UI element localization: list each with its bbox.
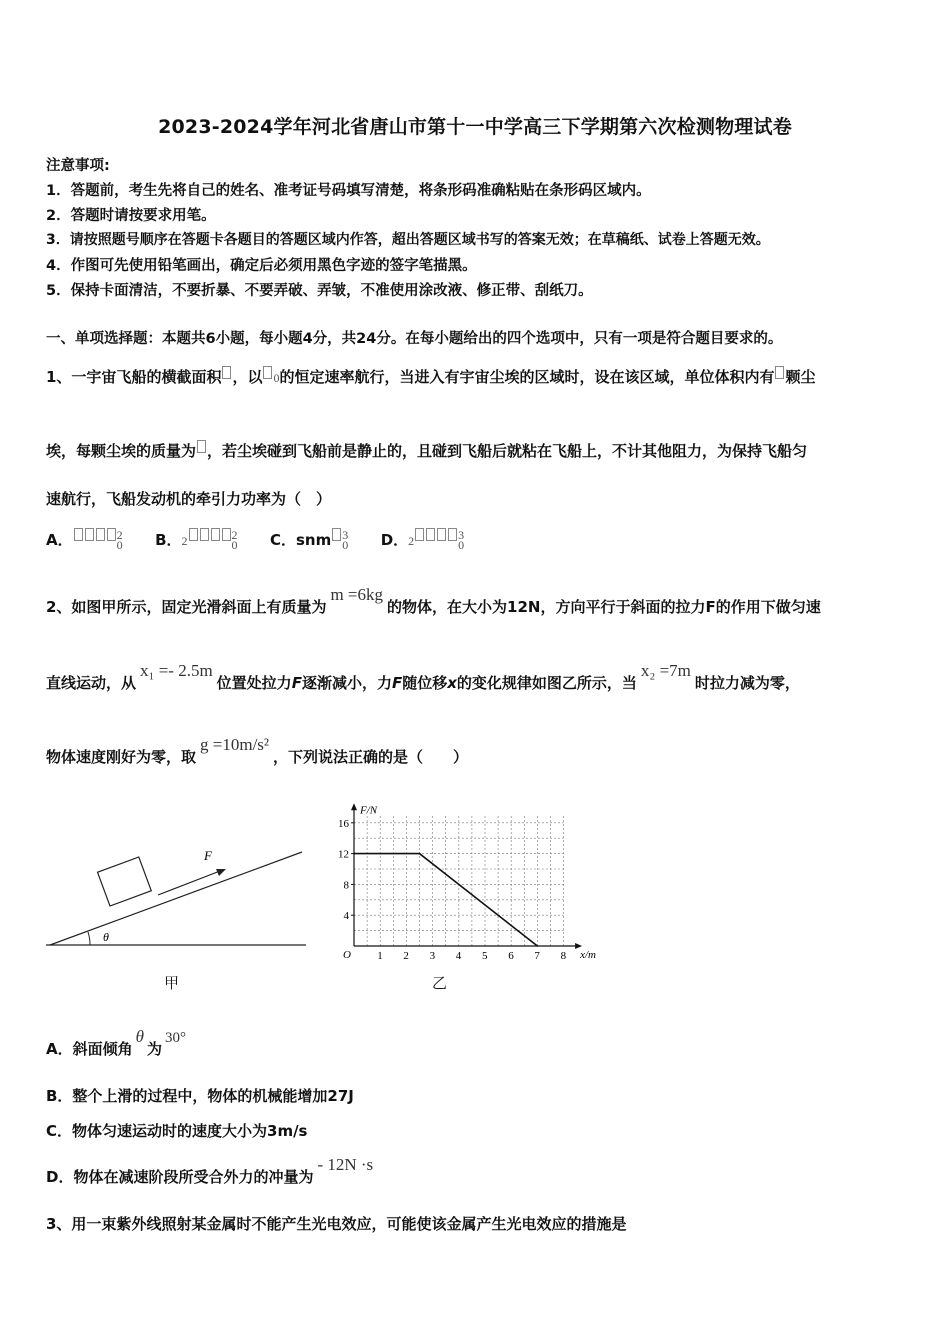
y-tick-label: 12 [338, 848, 349, 861]
y-tick-label: 16 [338, 817, 349, 830]
y-axis-label: F/N [360, 804, 378, 817]
q2-option-b[interactable]: B．整个上滑的过程中，物体的机械能增加27J [46, 1087, 354, 1105]
q1-line-3: 速航行，飞船发动机的牵引力功率为（ ） [46, 490, 332, 508]
incline-line [50, 852, 302, 945]
incline-diagram [44, 840, 314, 960]
formula-placeholder-icon [197, 440, 206, 453]
q1-option-d[interactable]: D．2 $^3_0$ [380, 528, 465, 552]
angle-label: θ [103, 930, 109, 944]
figure-a-caption: 甲 [164, 974, 180, 992]
x-tick-label: 3 [429, 950, 436, 962]
x-axis-label: x/m [580, 949, 596, 961]
x-tick-label: 2 [403, 950, 409, 962]
x-tick-label: 6 [508, 950, 514, 962]
q1-option-c[interactable]: C．snm $^3_0$ [269, 528, 349, 552]
force-series-point [353, 853, 355, 855]
q2-line-3: 物体速度刚好为零，取g =10m/s²，下列说法正确的是（ ） [46, 735, 469, 766]
q1-options [46, 528, 464, 553]
section-heading: 一、单项选择题：本题共6小题，每小题4分，共24分。在每小题给出的四个选项中，只有一项是符合题目要求的。 [46, 331, 783, 347]
q2-option-d[interactable]: D．物体在减速阶段所受合外力的冲量为- 12N ·s [46, 1155, 374, 1186]
force-arrow [158, 871, 220, 895]
figure-b-caption: 乙 [432, 974, 448, 992]
force-series-point [537, 945, 539, 947]
formula-placeholder-icon [222, 366, 231, 379]
q1-line-2: 埃，每颗尘埃的质量为 ，若尘埃碰到飞船前是静止的，且碰到飞船后就粘在飞船上，不计其他阻力，为保持飞船匀 [46, 442, 808, 460]
notice-item-2: 2．答题时请按要求用笔。 [46, 208, 216, 224]
angle-arc [88, 932, 90, 945]
y-tick-label: 8 [343, 879, 349, 892]
notice-heading: 注意事项: [46, 158, 110, 174]
g-formula: g =10m/s² [200, 735, 270, 754]
y-tick-label: 4 [343, 910, 349, 923]
formula-placeholder-icon [775, 366, 784, 379]
q1-line-1: 1、一宇宙飞船的横截面积 ，以 0的恒定速率航行，当进入有宇宙尘埃的区域时，设在该区域，单位体积内有 颗尘 [46, 368, 816, 386]
x-tick-label: 8 [560, 950, 567, 962]
q1-option-a[interactable]: A． $^2_0$ [46, 528, 123, 552]
q3-line-1: 3、用一束紫外线照射某金属时不能产生光电效应，可能使该金属产生光电效应的措施是 [46, 1215, 627, 1233]
force-arrowhead-icon [216, 869, 226, 876]
q2-line-2: 直线运动，从x₁ =- 2.5m位置处拉力F逐渐减小，力F随位移x的变化规律如图乙所示，当x₂ =7m时拉力减为零， [46, 661, 800, 692]
notice-item-1: 1．答题前，考生先将自己的姓名、准考证号码填写清楚，将条形码准确粘贴在条形码区域内。 [46, 183, 651, 199]
force-label: F [204, 848, 212, 863]
origin-label: O [343, 949, 351, 961]
x-tick-label: 1 [377, 950, 383, 962]
q2-line-1: 2、如图甲所示，固定光滑斜面上有质量为m =6kg的物体，在大小为12N，方向平行于斜面的拉力F的作用下做匀速 [46, 585, 821, 616]
y-axis-arrow-icon [351, 803, 357, 810]
x-tick-label: 4 [455, 950, 462, 962]
block [98, 857, 152, 906]
q2-option-a[interactable]: A．斜面倾角θ为30° [46, 1027, 186, 1058]
formula-placeholder-icon [263, 366, 272, 379]
q1-option-b[interactable]: B．2 $^2_0$ [155, 528, 238, 552]
q2-option-c[interactable]: C．物体匀速运动时的速度大小为3m/s [46, 1122, 308, 1140]
mass-formula: m =6kg [330, 585, 384, 604]
notice-item-3: 3．请按照题号顺序在答题卡各题目的答题区域内作答，超出答题区域书写的答案无效；在草稿纸、试卷上答题无效。 [46, 232, 770, 248]
force-series-point [419, 853, 421, 855]
x-tick-label: 5 [482, 950, 488, 962]
x1-formula: x₁ =- 2.5m [140, 661, 213, 680]
notice-item-5: 5．保持卡面清洁，不要折暴、不要弄破、弄皱，不准使用涂改液、修正带、刮纸刀。 [46, 283, 593, 299]
page-title: 2023-2024学年河北省唐山市第十一中学高三下学期第六次检测物理试卷 [158, 116, 792, 138]
force-displacement-chart [330, 786, 605, 966]
notice-item-4: 4．作图可先使用铅笔画出，确定后必须用黑色字迹的签字笔描黑。 [46, 258, 477, 274]
x-tick-label: 7 [534, 950, 540, 962]
x2-formula: x₂ =7m [640, 661, 691, 680]
